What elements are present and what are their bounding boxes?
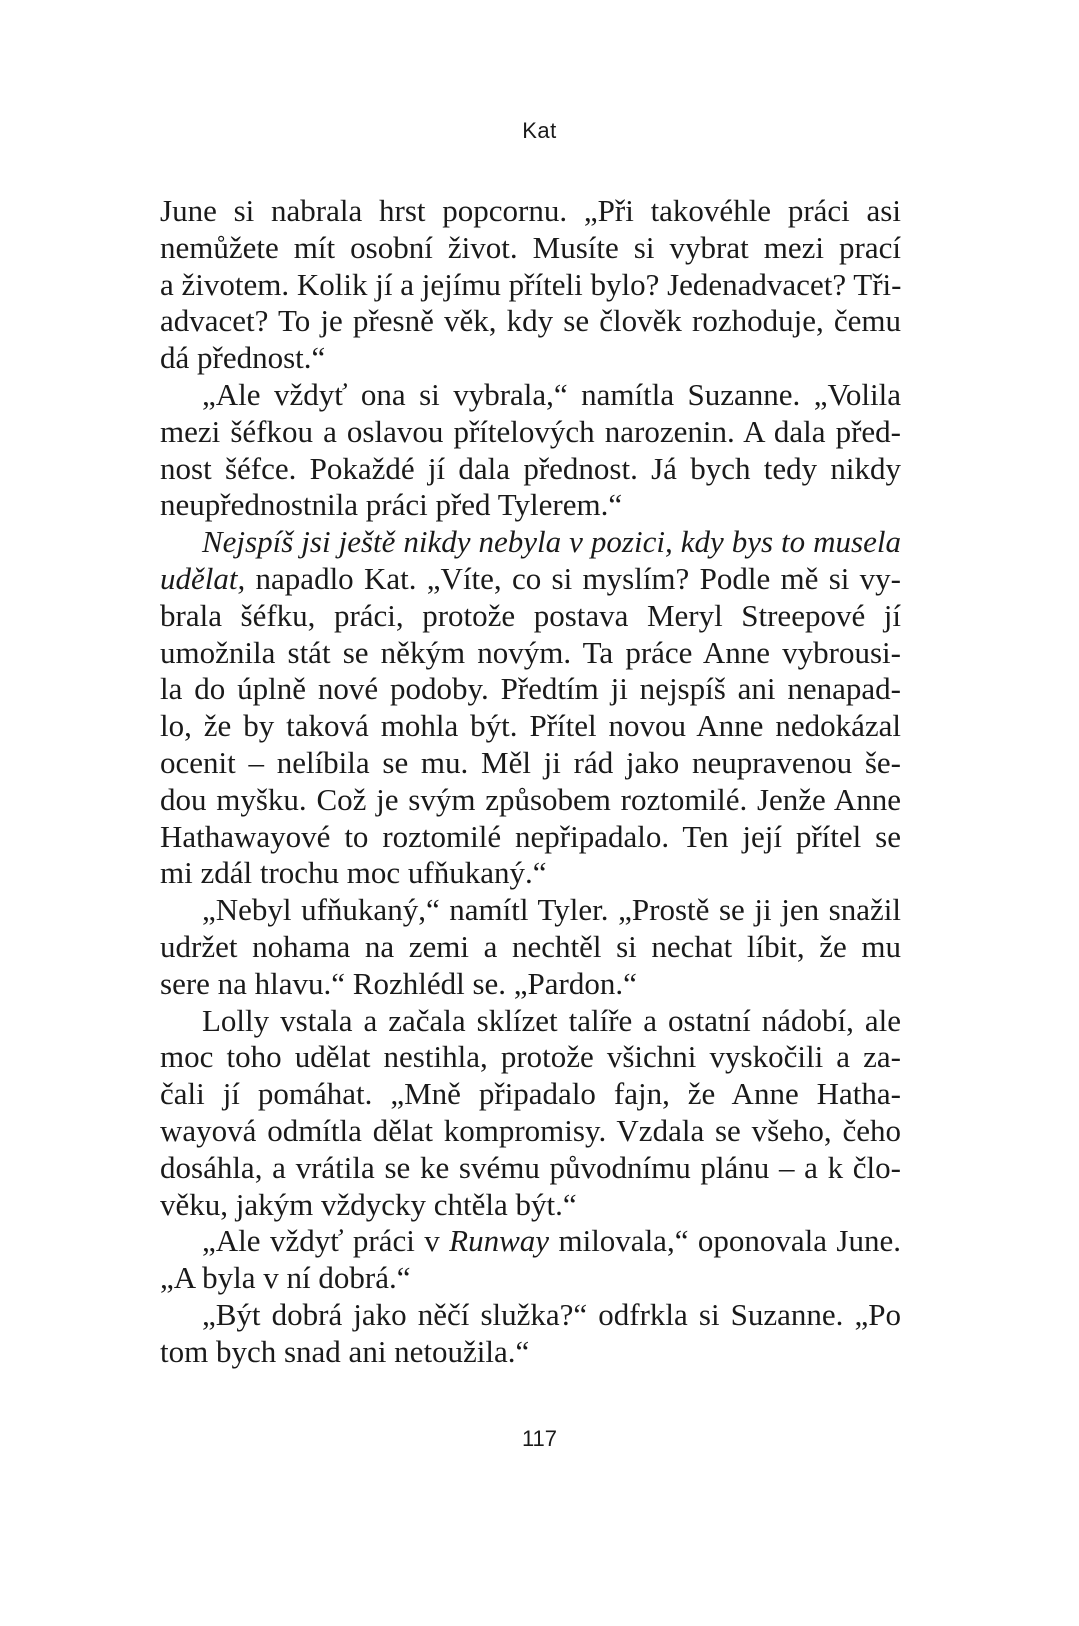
text-line: Hathawayové to roztomilé nepřipadalo. Ten její přítel se xyxy=(160,818,901,854)
text-line: neupřednostnila práci před Tylerem.“ xyxy=(160,487,623,523)
text-line xyxy=(160,1223,901,1260)
text-line: udržet nohama na zemi a nechtěl si nechat líbit, že mu xyxy=(160,928,901,964)
text-line: la do úplně nové podoby. Předtím ji nejspíš ani nenapad- xyxy=(160,671,901,707)
running-head: Kat xyxy=(522,118,557,143)
line-start: „Ale vždyť práci v xyxy=(202,1223,450,1259)
text-line: sere na hlavu.“ Rozhlédl se. „Pardon.“ xyxy=(160,965,637,1001)
text-line: advacet? To je přesně věk, kdy se člověk rozhoduje, čemu xyxy=(160,303,901,339)
text-line: „Nebyl ufňukaný,“ namítl Tyler. „Prostě se ji jen snažil xyxy=(202,892,901,928)
text-line: ocenit – nelíbila se mu. Měl ji rád jako neupravenou še- xyxy=(160,744,901,780)
text-line: umožnila stát se někým novým. Ta práce Anne vybrousi- xyxy=(160,634,901,670)
body-text xyxy=(160,193,901,1371)
text-line: nost šéfce. Pokaždé jí dala přednost. Já bych tedy nikdy xyxy=(160,450,901,486)
italic-title: Runway xyxy=(449,1223,550,1259)
text-line: věku, jakým vždycky chtěla být.“ xyxy=(160,1186,577,1222)
text-line: lo, že by taková mohla být. Přítel novou Anne nedokázal xyxy=(160,708,901,744)
page-number: 117 xyxy=(521,1426,558,1451)
text-line: wayová odmítla dělat kompromisy. Vzdala se všeho, čeho xyxy=(160,1112,901,1148)
text-line: June si nabrala hrst popcornu. „Při takovéhle práci asi xyxy=(160,193,901,228)
text-line: „Ale vždyť ona si vybrala,“ namítla Suzanne. „Volila xyxy=(202,376,901,412)
text-line: Lolly vstala a začala sklízet talíře a ostatní nádobí, ale xyxy=(202,1002,901,1038)
text-line: tom bych snad ani netoužila.“ xyxy=(160,1333,530,1369)
text-line: brala šéfku, práci, protože postava Meryl Streepové jí xyxy=(160,597,901,633)
text-line: čali jí pomáhat. „Mně připadalo fajn, že Anne Hatha- xyxy=(160,1076,901,1112)
text-line: mi zdál trochu moc ufňukaný.“ xyxy=(160,855,547,891)
text-line: nemůžete mít osobní život. Musíte si vybrat mezi prací xyxy=(160,229,901,265)
text-line xyxy=(160,561,901,598)
italic-word: udělat, xyxy=(160,560,246,596)
line-rest: milovala,“ oponovala June. xyxy=(549,1223,901,1259)
text-line: mezi šéfkou a oslavou přítelových narozenin. A dala před- xyxy=(160,413,901,449)
text-line: moc toho udělat nestihla, protože všichni vyskočili a za- xyxy=(160,1039,901,1075)
line-rest: napadlo Kat. „Víte, co si myslím? Podle mě si vy- xyxy=(245,560,901,596)
italic-thought: Nejspíš jsi ještě nikdy nebyla v pozici, kdy bys to musela xyxy=(202,524,901,560)
text-line-italic xyxy=(160,524,901,561)
text-line: dou myšku. Což je svým způsobem roztomilé. Jenže Anne xyxy=(160,781,901,817)
text-line: „A byla v ní dobrá.“ xyxy=(160,1260,411,1296)
text-line: dá přednost.“ xyxy=(160,340,326,376)
text-line: a životem. Kolik jí a jejímu příteli bylo? Jedenadvacet? Tři- xyxy=(160,266,902,302)
text-line: „Být dobrá jako něčí služka?“ odfrkla si Suzanne. „Po xyxy=(202,1296,901,1332)
text-line: dosáhla, a vrátila se ke svému původnímu plánu – a k člo- xyxy=(160,1149,901,1185)
